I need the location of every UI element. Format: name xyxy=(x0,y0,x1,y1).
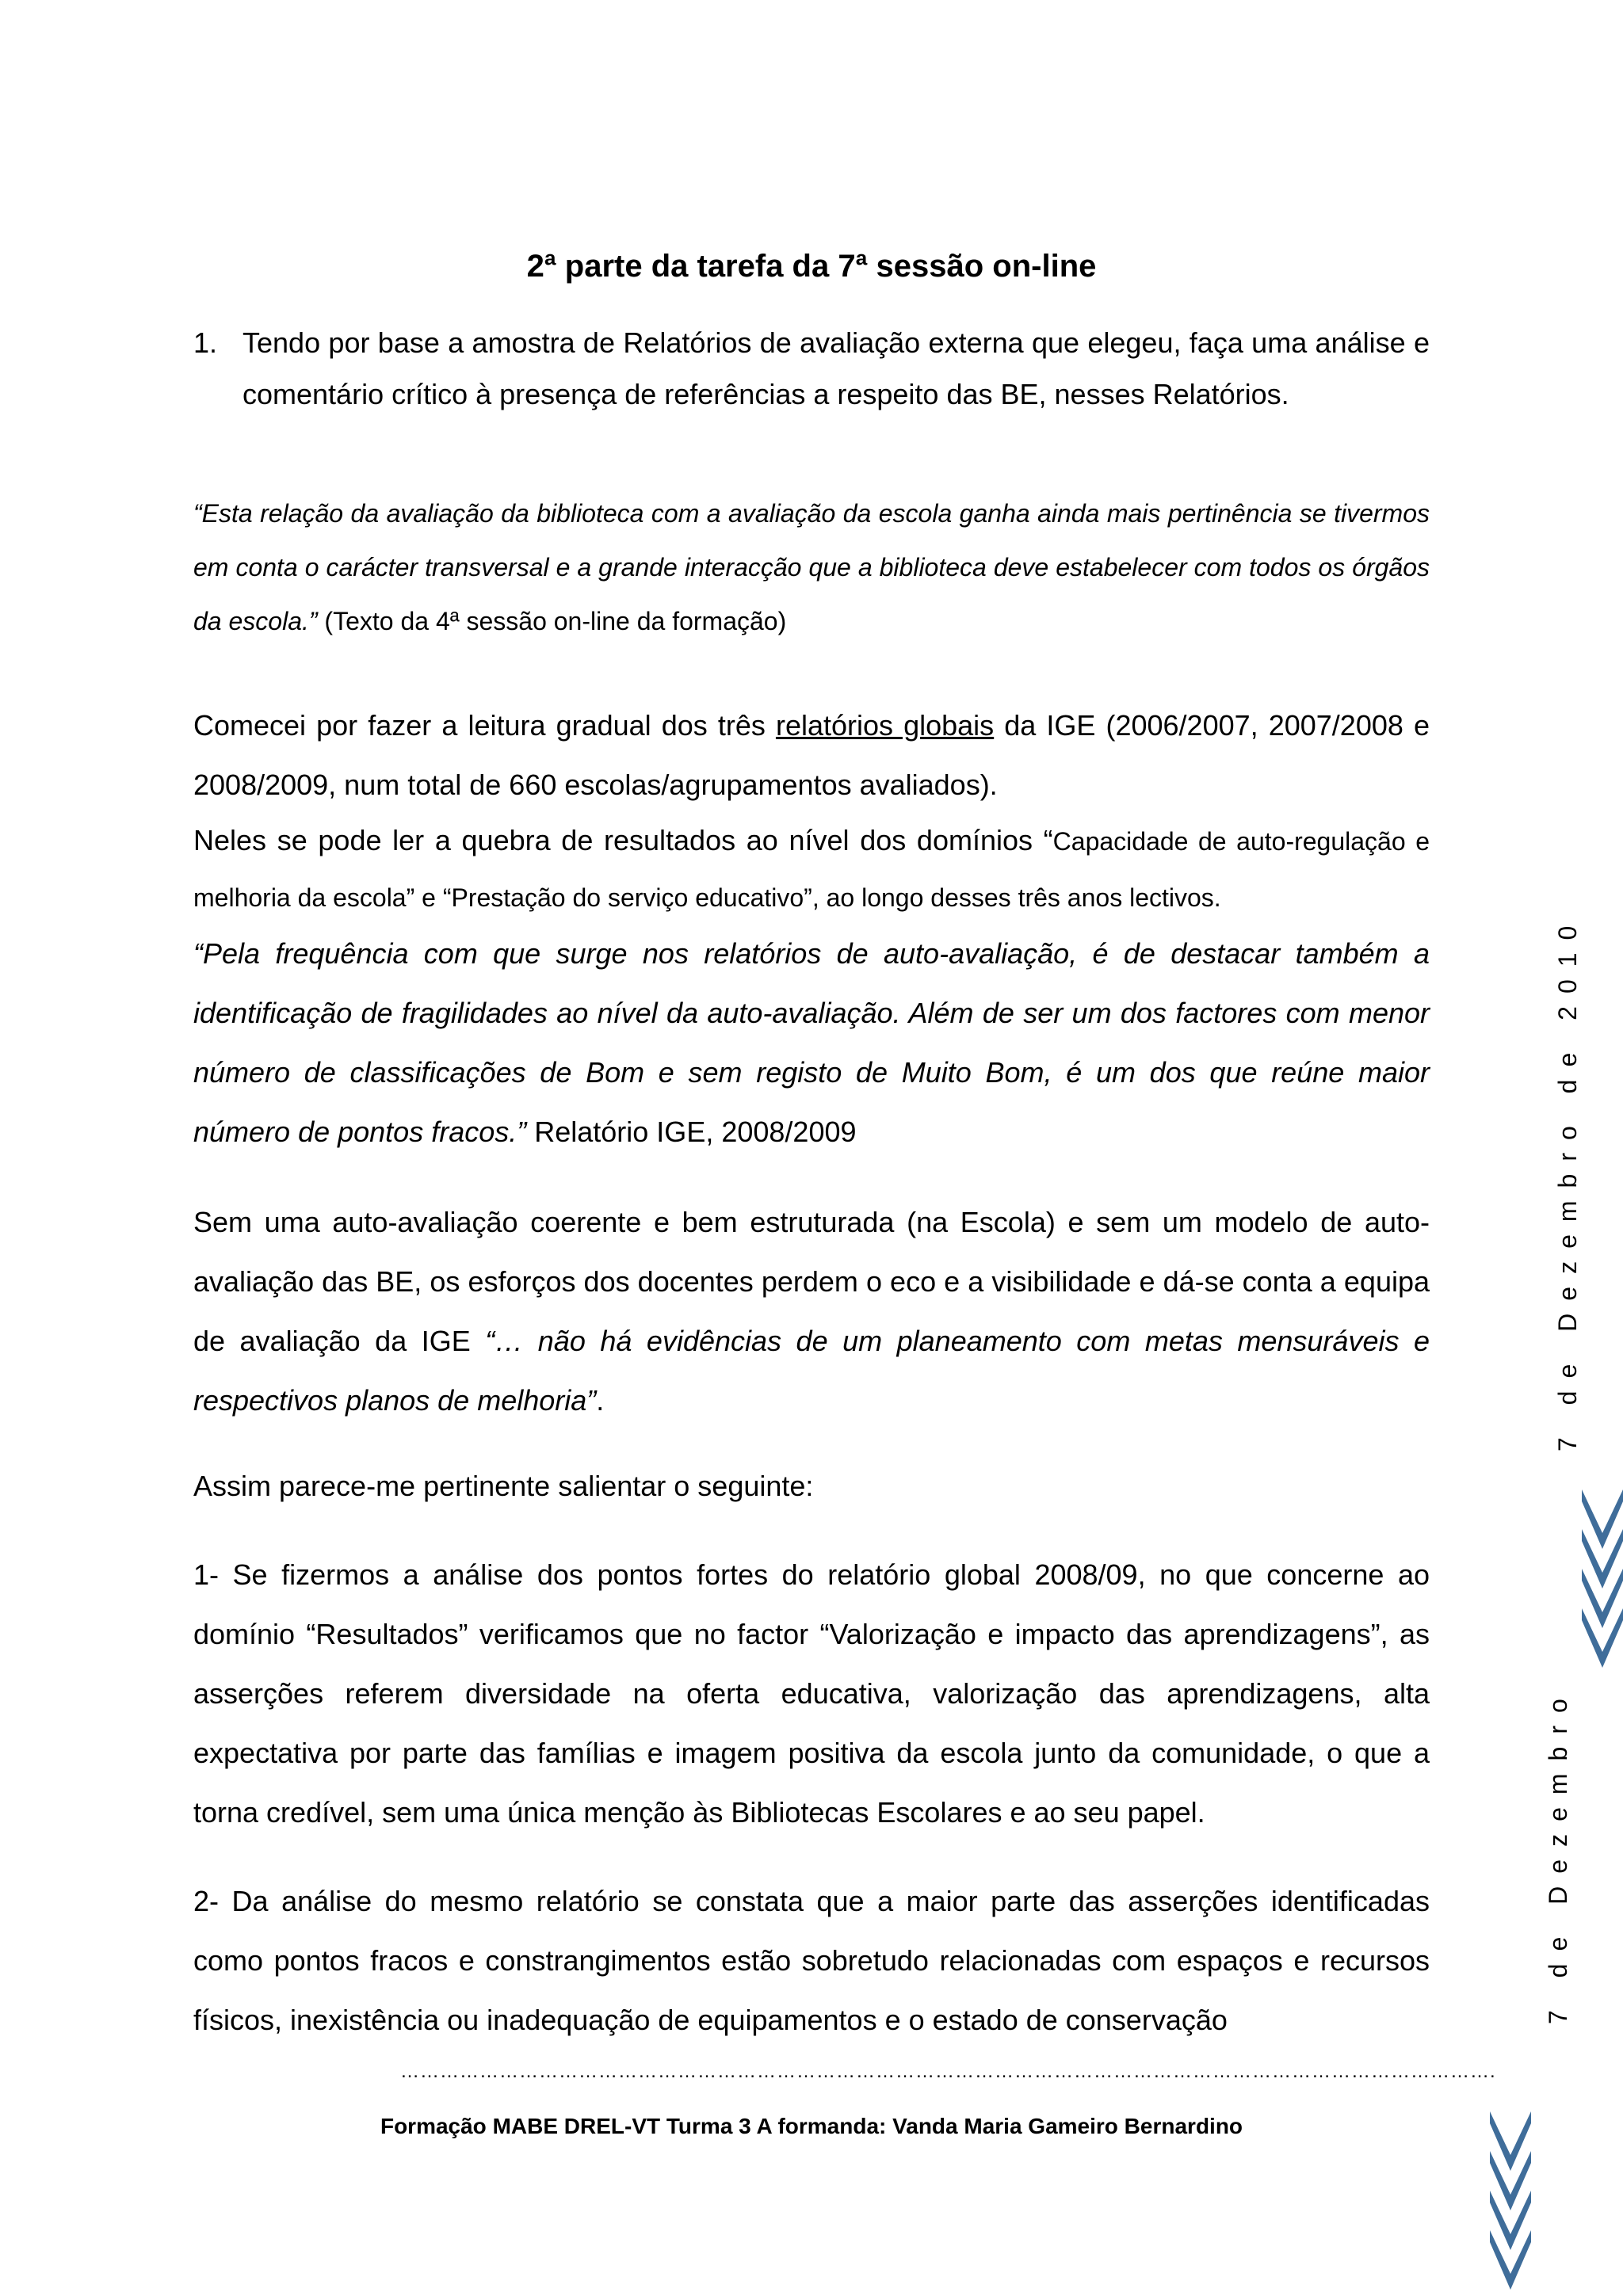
page-footer: Formação MABE DREL-VT Turma 3 A formanda: Vanda Maria Gameiro Bernardino xyxy=(380,2114,1243,2138)
paragraph-self-evaluation-quote: “… não há evidências de um planeamento com metas mensuráveis e respectivos planos de melhoria” xyxy=(193,1325,1430,1417)
chevron-decoration-top xyxy=(1582,1489,1623,1668)
paragraph-reading-text-end: da IGE (2006/2007, 2007/2008 e 2008/2009, num total de 660 escolas/agrupamentos avaliados). xyxy=(193,709,1430,801)
paragraph-self-evaluation-end: . xyxy=(596,1384,605,1417)
task-text: Tendo por base a amostra de Relatórios de avaliação externa que elegeu, faça uma análise e comentário crítico à presença de referências a respeito das BE, nesses Relatórios. xyxy=(242,326,1430,410)
paragraph-reading xyxy=(193,696,1430,814)
page-title: 2ª parte da tarefa da 7ª sessão on-line xyxy=(526,249,1097,284)
global-reports-link-text: relatórios globais xyxy=(775,709,995,742)
dotted-separator: …………………………………………………………………………………………………………………………………………………. xyxy=(400,2061,1496,2082)
paragraph-self-evaluation-text: Sem uma auto-avaliação coerente e bem estruturada (na Escola) e sem um modelo de auto-avaliação das BE, os esforços dos docentes perdem o eco e a visibilidade e dá-se conta a equipa de avaliação da IGE xyxy=(193,1206,1430,1357)
paragraph-point-1: 1- Se fizermos a análise dos pontos fortes do relatório global 2008/09, no que concerne ao domínio “Resultados” verificamos que no factor “Valorização e impacto das aprendizagens”, as asserções referem diversidade na oferta educativa, valorização das aprendizagens, alta expectativa por parte das famílias e imagem positiva da escola junto da comunidade, o que a torna credível, sem uma única menção às Bibliotecas Escolares e ao seu papel. xyxy=(193,1558,1430,1829)
quote-ige-report-text: “Pela frequência com que surge nos relatórios de auto-avaliação, é de destacar também a identificação de fragilidades ao nível da auto-avaliação. Além de ser um dos factores com menor número de classificações de Bom e sem registo de Muito Bom, é um dos que reúne maior número de pontos fracos.” xyxy=(193,937,1430,1148)
quote-session-4 xyxy=(193,486,1430,648)
quote-session-4-text: “Esta relação da avaliação da biblioteca com a avaliação da escola ganha ainda mais pertinência se tivermos em conta o carácter transversal e a grande interacção que a biblioteca deve estabelecer com todos os órgãos da escola.” xyxy=(193,499,1430,635)
task-item xyxy=(193,317,1430,420)
quote-session-4-source: (Texto da 4ª sessão on-line da formação) xyxy=(317,607,787,635)
paragraph-domains-text: Neles se pode ler a quebra de resultados ao nível dos domínios “ xyxy=(193,824,1053,856)
task-number: 1. xyxy=(193,326,218,359)
paragraph-domains xyxy=(193,813,1430,925)
paragraph-domains-small: Capacidade de auto-regulação e melhoria da escola” e “Prestação do serviço educativo”, ao longo desses três anos lectivos. xyxy=(193,827,1430,912)
chevron-decoration-bottom xyxy=(1490,2111,1531,2290)
paragraph-intro-list: Assim parece-me pertinente salientar o seguinte: xyxy=(193,1470,814,1502)
paragraph-self-evaluation xyxy=(193,1192,1430,1430)
side-date-short-text: 7 de Dezembro xyxy=(1544,1686,1572,2024)
quote-ige-report xyxy=(193,924,1430,1161)
paragraph-reading-text: Comecei por fazer a leitura gradual dos três xyxy=(193,709,776,742)
paragraph-point-2: 2- Da análise do mesmo relatório se constata que a maior parte das asserções identificadas como pontos fracos e constrangimentos estão sobretudo relacionadas com espaços e recursos físicos, inexistência ou inadequação de equipamentos e o estado de conservação xyxy=(193,1885,1430,2036)
quote-ige-report-source: Relatório IGE, 2008/2009 xyxy=(526,1116,857,1148)
side-date-full-text: 7 de Dezembro de 2010 xyxy=(1553,913,1582,1451)
